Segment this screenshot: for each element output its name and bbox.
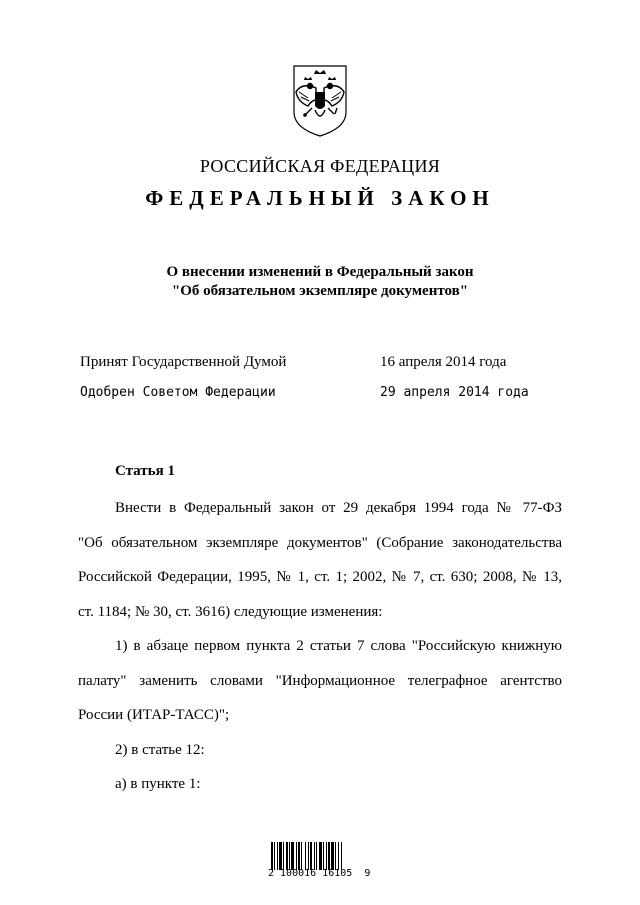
duma-date: 16 апреля 2014 года bbox=[380, 354, 507, 370]
paragraph-line: Российской Федерации, 1995, № 1, ст. 1; 2002, № 7, ст. 630; 2008, № 13, bbox=[78, 569, 562, 585]
item-1-paragraph bbox=[78, 629, 562, 733]
duma-label: Принят Государственной Думой bbox=[80, 354, 287, 370]
coat-of-arms-icon bbox=[288, 62, 352, 138]
paragraph-line: России (ИТАР-ТАСС)"; bbox=[78, 707, 230, 723]
council-date: 29 апреля 2014 года bbox=[380, 385, 529, 400]
country-name: РОССИЙСКАЯ ФЕДЕРАЦИЯ bbox=[199, 156, 441, 176]
law-subject bbox=[0, 263, 640, 301]
article-heading: Статья 1 bbox=[115, 463, 175, 479]
council-label: Одобрен Советом Федерации bbox=[80, 385, 276, 400]
paragraph-line: "Об обязательном экземпляре документов" (Собрание законодательства bbox=[78, 534, 562, 551]
paragraph-line: Внести в Федеральный закон от 29 декабря 1994 года № 77-ФЗ bbox=[115, 500, 562, 516]
barcode-number: 2 100016 16105 9 bbox=[268, 868, 371, 879]
item-2-paragraph bbox=[78, 733, 562, 768]
paragraph-line: палату" заменить словами "Информационное телеграфное агентство bbox=[78, 672, 562, 689]
law-type-title: ФЕДЕРАЛЬНЫЙ ЗАКОН bbox=[145, 186, 495, 210]
article-body bbox=[78, 491, 562, 802]
subject-line: О внесении изменений в Федеральный закон bbox=[166, 264, 474, 280]
paragraph-line: а) в пункте 1: bbox=[115, 776, 201, 792]
paragraph-line: ст. 1184; № 30, ст. 3616) следующие изменения: bbox=[78, 603, 383, 620]
paragraph-line: 1) в абзаце первом пункта 2 статьи 7 слова "Российскую книжную bbox=[115, 638, 562, 654]
subject-line: "Об обязательном экземпляре документов" bbox=[171, 283, 469, 299]
item-2a-paragraph bbox=[78, 767, 562, 802]
article-intro-paragraph bbox=[78, 491, 562, 629]
paragraph-line: 2) в статье 12: bbox=[115, 741, 205, 758]
